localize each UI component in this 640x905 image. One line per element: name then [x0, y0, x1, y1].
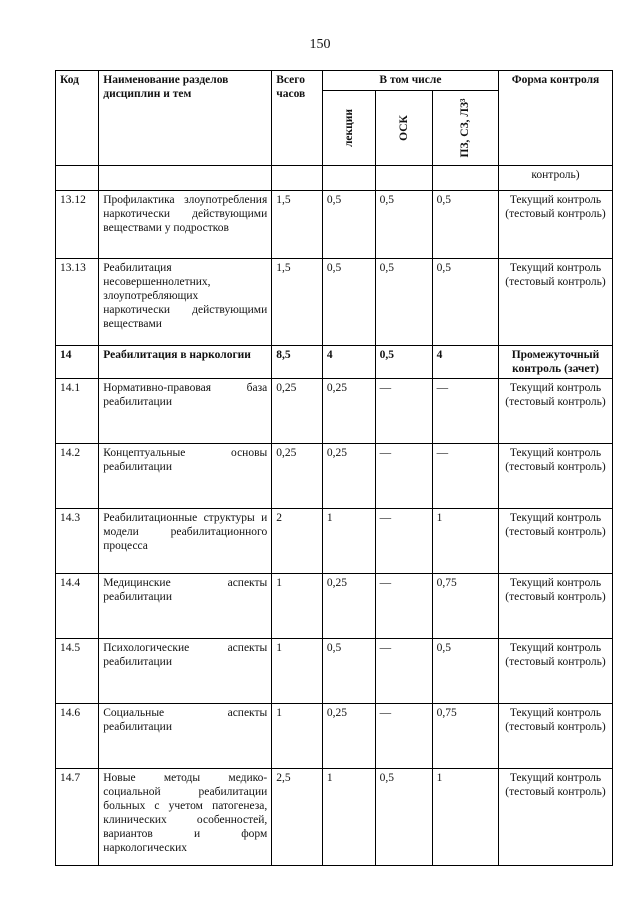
cell-code: 14.2: [56, 444, 99, 509]
cell-osk: —: [375, 444, 432, 509]
cell-code: [56, 166, 99, 191]
cell-name: Медицинские аспекты реабилитации: [99, 574, 272, 639]
table-row: [56, 346, 613, 379]
cell-pz: 0,75: [432, 574, 498, 639]
cell-osk: 0,5: [375, 191, 432, 259]
header-total: Всего часов: [272, 71, 323, 166]
cell-osk: 0,5: [375, 769, 432, 866]
cell-pz: 1: [432, 509, 498, 574]
cell-code: 13.12: [56, 191, 99, 259]
header-pz: ПЗ, СЗ, ЛЗ³: [459, 98, 472, 158]
cell-pz: [432, 166, 498, 191]
cell-lectures: [322, 166, 375, 191]
cell-lectures: 0,5: [322, 639, 375, 704]
cell-name: Нормативно-правовая база реабилитации: [99, 379, 272, 444]
cell-form: Текущий контроль (тестовый контроль): [499, 509, 613, 574]
curriculum-table: [55, 70, 613, 866]
cell-name: Реабилитация несовершеннолетних, злоупотребляющих наркотически действующими веществами: [99, 259, 272, 346]
cell-lectures: 4: [322, 346, 375, 379]
cell-lectures: 0,25: [322, 704, 375, 769]
cell-form: Текущий контроль (тестовый контроль): [499, 769, 613, 866]
cell-lectures: 0,25: [322, 444, 375, 509]
cell-total: 2: [272, 509, 323, 574]
cell-name: Новые методы медико-социальной реабилитации больных с учетом патогенеза, клинических особенностей, вариантов и форм наркологических: [99, 769, 272, 866]
header-pz-cell: [432, 91, 498, 166]
cell-lectures: 1: [322, 769, 375, 866]
cell-code: 14.7: [56, 769, 99, 866]
table-row: [56, 509, 613, 574]
header-lectures: лекции: [342, 108, 355, 148]
cell-code: 14.5: [56, 639, 99, 704]
cell-lectures: 1: [322, 509, 375, 574]
cell-lectures: 0,25: [322, 574, 375, 639]
header-form: Форма контроля: [499, 71, 613, 166]
cell-form: контроль): [499, 166, 613, 191]
cell-form: Промежуточный контроль (зачет): [499, 346, 613, 379]
page-number: 150: [309, 37, 331, 52]
cell-osk: —: [375, 379, 432, 444]
header-including: В том числе: [322, 71, 498, 91]
cell-form: Текущий контроль (тестовый контроль): [499, 191, 613, 259]
cell-name: Реабилитационные структуры и модели реабилитационного процесса: [99, 509, 272, 574]
header-name: Наименование разделов дисциплин и тем: [99, 71, 272, 166]
cell-lectures: 0,5: [322, 259, 375, 346]
cell-total: 1,5: [272, 191, 323, 259]
cell-total: 2,5: [272, 769, 323, 866]
cell-name: Социальные аспекты реабилитации: [99, 704, 272, 769]
cell-total: 0,25: [272, 379, 323, 444]
cell-form: Текущий контроль (тестовый контроль): [499, 444, 613, 509]
cell-form: Текущий контроль (тестовый контроль): [499, 379, 613, 444]
header-osk: ОСК: [397, 115, 410, 141]
cell-total: 8,5: [272, 346, 323, 379]
cell-name: Профилактика злоупотребления наркотически действующими веществами у подростков: [99, 191, 272, 259]
cell-osk: —: [375, 639, 432, 704]
cell-pz: 1: [432, 769, 498, 866]
table-row: [56, 574, 613, 639]
cell-form: Текущий контроль (тестовый контроль): [499, 639, 613, 704]
cell-pz: —: [432, 444, 498, 509]
cell-form: Текущий контроль (тестовый контроль): [499, 574, 613, 639]
cell-pz: 0,75: [432, 704, 498, 769]
table-row: [56, 379, 613, 444]
cell-form: Текущий контроль (тестовый контроль): [499, 704, 613, 769]
cell-total: 0,25: [272, 444, 323, 509]
cell-total: 1: [272, 639, 323, 704]
table-row: [56, 166, 613, 191]
cell-form: Текущий контроль (тестовый контроль): [499, 259, 613, 346]
table-row: [56, 444, 613, 509]
cell-code: 14: [56, 346, 99, 379]
cell-code: 14.6: [56, 704, 99, 769]
table-row: [56, 769, 613, 866]
cell-pz: 0,5: [432, 639, 498, 704]
cell-osk: —: [375, 509, 432, 574]
table-row: [56, 259, 613, 346]
table-row: [56, 704, 613, 769]
cell-pz: 4: [432, 346, 498, 379]
table-row: [56, 639, 613, 704]
cell-lectures: 0,25: [322, 379, 375, 444]
cell-osk: 0,5: [375, 259, 432, 346]
cell-pz: —: [432, 379, 498, 444]
header-lectures-cell: [322, 91, 375, 166]
cell-total: 1,5: [272, 259, 323, 346]
cell-code: 14.4: [56, 574, 99, 639]
cell-name: Концептуальные основы реабилитации: [99, 444, 272, 509]
table-body: [56, 166, 613, 866]
cell-pz: 0,5: [432, 191, 498, 259]
cell-osk: [375, 166, 432, 191]
cell-name: Психологические аспекты реабилитации: [99, 639, 272, 704]
cell-code: 13.13: [56, 259, 99, 346]
cell-osk: —: [375, 704, 432, 769]
cell-total: [272, 166, 323, 191]
cell-total: 1: [272, 574, 323, 639]
cell-lectures: 0,5: [322, 191, 375, 259]
cell-pz: 0,5: [432, 259, 498, 346]
cell-code: 14.1: [56, 379, 99, 444]
cell-code: 14.3: [56, 509, 99, 574]
cell-total: 1: [272, 704, 323, 769]
table-row: [56, 191, 613, 259]
header-code: Код: [56, 71, 99, 166]
cell-osk: 0,5: [375, 346, 432, 379]
cell-name: [99, 166, 272, 191]
cell-name: Реабилитация в наркологии: [99, 346, 272, 379]
cell-osk: —: [375, 574, 432, 639]
header-osk-cell: [375, 91, 432, 166]
